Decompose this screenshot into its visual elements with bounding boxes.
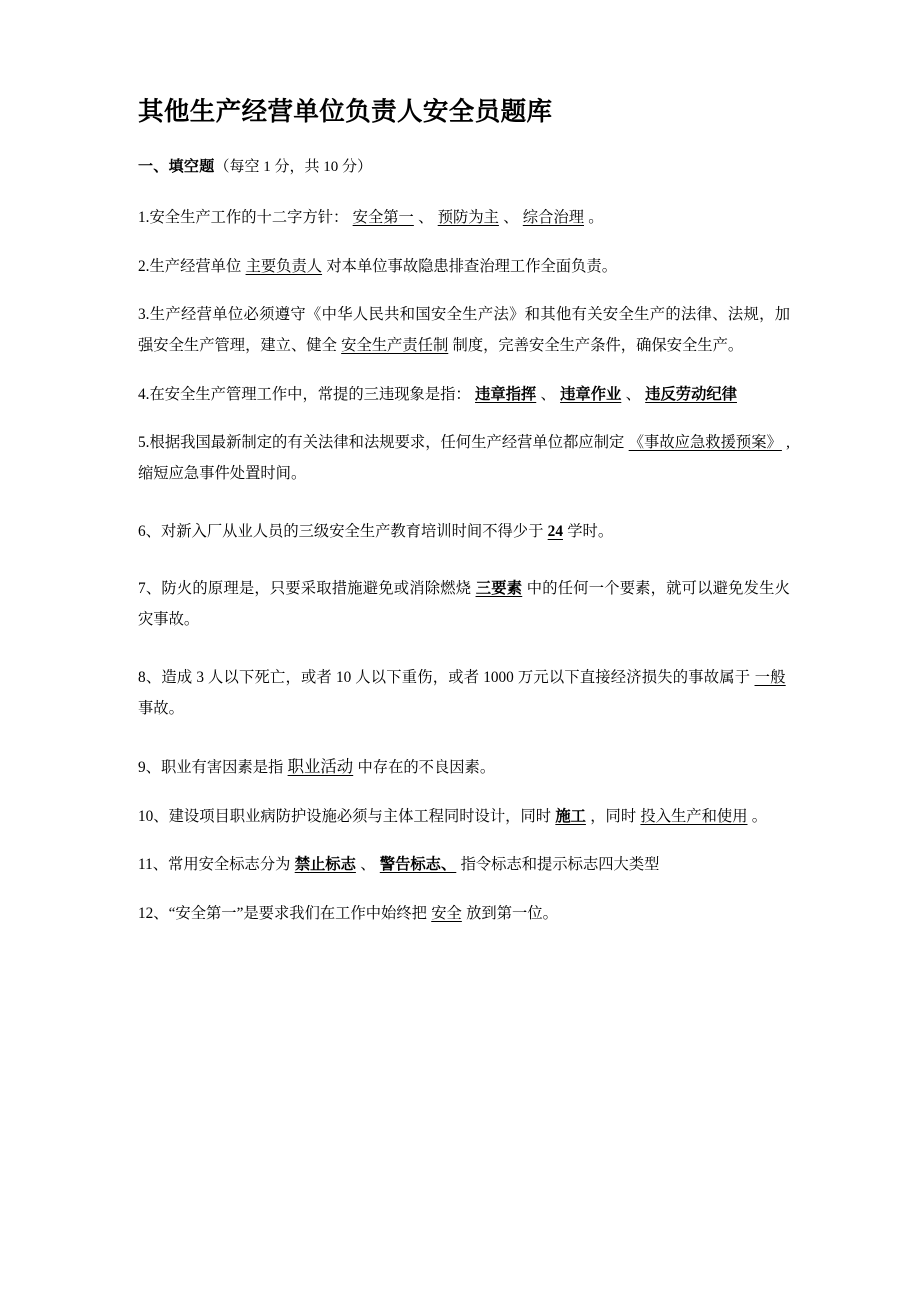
question-item — [138, 751, 790, 785]
question-number: 6、 — [138, 522, 161, 540]
question-item — [138, 573, 790, 636]
question-number: 12、 — [138, 904, 169, 922]
question-item — [138, 898, 790, 929]
question-text: 、 — [360, 856, 376, 874]
question-number: 5. — [138, 434, 150, 452]
question-text: 对本单位事故隐患排查治理工作全面负责。 — [326, 257, 617, 275]
question-item — [138, 202, 790, 233]
question-text: 生产经营单位必须遵守《中华人民共和国安全生产法》和其他有关安全生产的法律、法规，加强安全生产管理，建立、健全 — [138, 306, 790, 355]
page-title: 其他生产经营单位负责人安全员题库 — [138, 97, 553, 126]
question-number: 1. — [138, 209, 150, 227]
question-text: 安全生产工作的十二字方针： — [149, 209, 349, 227]
question-text: ,缩短应急事件处置时间。 — [138, 434, 790, 483]
section-heading — [138, 156, 790, 179]
answer-blank: 安全生产责任制 — [341, 337, 449, 355]
question-number: 8、 — [138, 668, 162, 686]
answer-blank: 安全第一 — [352, 209, 414, 227]
answer-blank: 禁止标志 — [294, 856, 356, 874]
question-text: 常用安全标志分为 — [168, 856, 291, 874]
document-body — [138, 96, 790, 946]
answer-blank: 《事故应急救援预案》 — [628, 434, 782, 452]
answer-blank: 预防为主 — [437, 209, 499, 227]
question-text: 造成 3 人以下死亡，或者 10 人以下重伤，或者 1000 万元以下直接经济损失的事故属于 — [161, 668, 751, 686]
blank-spacer — [786, 662, 790, 693]
question-number: 10、 — [138, 808, 169, 826]
section-label: 一、填空题 — [138, 158, 215, 175]
question-item — [138, 251, 790, 282]
question-text: 中存在的不良因素。 — [357, 758, 496, 776]
question-item — [138, 801, 790, 832]
question-text: 、 — [625, 385, 641, 403]
question-text: 根据我国最新制定的有关法律和法规要求，任何生产经营单位都应制定 — [149, 434, 625, 452]
question-item — [138, 427, 790, 490]
question-text: 生产经营单位 — [149, 257, 242, 275]
blank-spacer — [737, 379, 741, 410]
question-number: 7、 — [138, 580, 162, 598]
question-item — [138, 299, 790, 362]
question-text: 学时。 — [567, 522, 614, 540]
question-text: 对新入厂从业人员的三级安全生产教育培训时间不得少于 — [160, 522, 544, 540]
question-item — [138, 849, 790, 880]
answer-blank: 职业活动 — [287, 757, 354, 776]
answer-blank: 警告标志、 — [379, 856, 457, 874]
question-text: 中的任何一个要素，就可以避免发生火灾事故。 — [138, 580, 790, 629]
question-number: 11、 — [138, 856, 169, 874]
answer-blank: 施工 — [555, 808, 586, 826]
question-text: ，同时 — [590, 808, 637, 826]
question-number: 2. — [138, 257, 150, 275]
answer-blank: 综合治理 — [522, 209, 584, 227]
answer-blank: 24 — [547, 522, 563, 540]
question-text: “安全第一”是要求我们在工作中始终把 — [168, 904, 427, 922]
answer-blank: 安全 — [431, 904, 462, 922]
question-text: 、 — [540, 385, 556, 403]
question-text: 建设项目职业病防护设施必须与主体工程同时设计，同时 — [168, 808, 552, 826]
question-item — [138, 516, 790, 547]
question-number: 9、 — [138, 758, 161, 776]
answer-blank: 违章作业 — [560, 385, 622, 403]
answer-blank: 违反劳动纪律 — [645, 385, 737, 403]
answer-blank: 一般 — [754, 668, 786, 686]
answer-blank: 投入生产和使用 — [640, 808, 748, 826]
question-text: 防火的原理是，只要采取措施避免或消除燃烧 — [161, 580, 472, 598]
question-text: 。 — [588, 209, 604, 227]
answer-blank: 违章指挥 — [475, 385, 537, 403]
question-text: 在安全生产管理工作中，常提的三违现象是指： — [149, 385, 471, 403]
question-number: 3. — [138, 306, 150, 324]
question-number: 4. — [138, 385, 150, 403]
question-text: 制度，完善安全生产条件，确保安全生产。 — [452, 337, 744, 355]
question-item — [138, 662, 790, 725]
question-text: 、 — [418, 209, 434, 227]
question-text: 放到第一位。 — [466, 904, 558, 922]
answer-blank: 主要负责人 — [245, 257, 323, 275]
section-note: （每空 1 分，共 10 分） — [214, 158, 373, 175]
question-text: 、 — [503, 209, 519, 227]
question-text: 。 — [751, 808, 768, 826]
question-list — [138, 202, 790, 929]
question-text: 职业有害因素是指 — [160, 758, 284, 776]
question-text: 事故。 — [138, 700, 184, 718]
answer-blank: 三要素 — [475, 580, 523, 598]
question-item — [138, 379, 790, 410]
question-text: 指令标志和提示标志四大类型 — [460, 856, 660, 874]
